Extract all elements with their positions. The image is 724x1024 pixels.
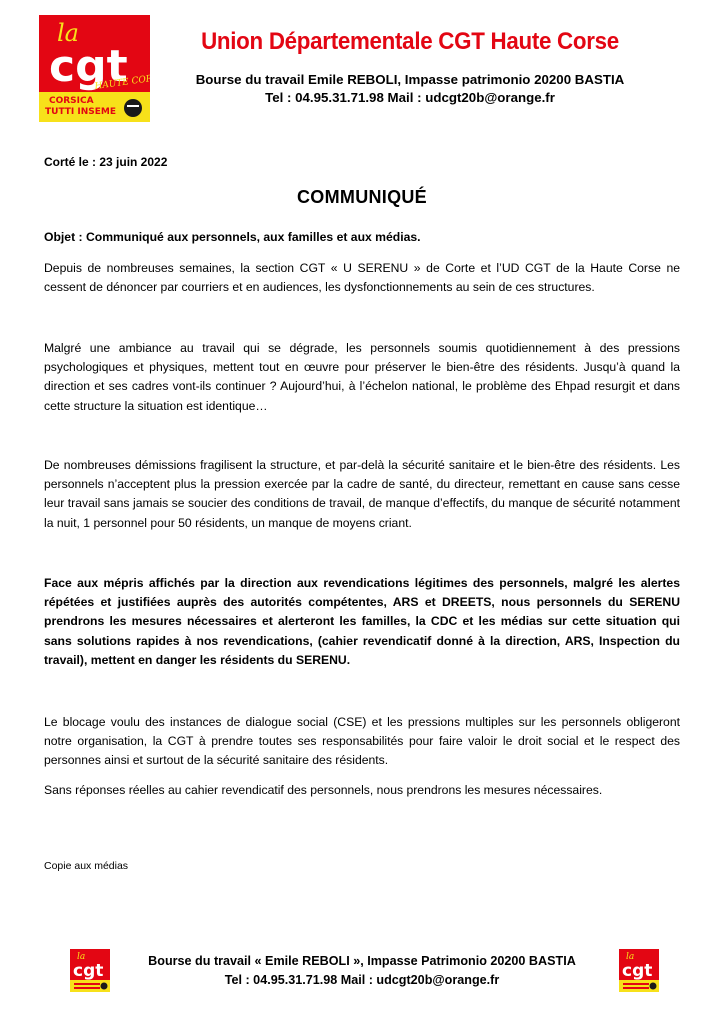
header-address: Bourse du travail Emile REBOLI, Impasse patrimonio 20200 BASTIA [195,72,625,87]
footer-logo-right-word: cgt [622,961,653,981]
footer-address: Bourse du travail « Emile REBOLI », Impasse Patrimonio 20200 BASTIA [148,954,576,968]
paragraph-3: De nombreuses démissions fragilisent la structure, et par-delà la sécurité sanitaire et le bien-être des résidents. Les personnels n’acceptent plus la pression exercée par la cadre de santé, du directeur, remettant en cause sans cesse leur travail sans jamais se soucier des conditions de travail, de manque d’effectifs, du manque de sécurité notamment la nuit, 1 personnel pour 50 résidents, un manque de moyens criant. [44,458,680,530]
logo-script-text: la [57,19,79,47]
letter-object: Objet : Communiqué aux personnels, aux familles et aux médias. [44,230,421,244]
footer-contact: Tel : 04.95.31.71.98 Mail : udcgt20b@orange.fr [224,973,500,987]
footer-logo-right-script: la [626,952,635,962]
footer-logo-right [619,949,659,992]
paragraph-4: Face aux mépris affichés par la direction aux revendications légitimes des personnels, malgré les alertes répétées et justifiées auprès des autorités compétentes, ARS et DREETS, nous personnels du SERENU prendrons les mesures nécessaires et alerteront les familles, la CDC et les médias sur cette situation qui sans solutions rapides à nos revendications, (cahier revendicatif donné à la direction, ARS, Inspection du travail), mettent en danger les résidents du SERENU. [44,576,680,667]
logo-region-text: HAUTE CORSE [94,72,150,92]
cgt-logo [39,15,150,122]
paragraph-1: Depuis de nombreuses semaines, la section CGT « U SERENU » de Corte et l’UD CGT de la Haute Corse ne cessent de dénoncer par courriers et en audiences, les dysfonctionnements au sein de ces structures. [44,261,680,295]
letter-heading: COMMUNIQUÉ [297,187,427,207]
logo-motto-1: CORSICA [49,96,94,106]
paragraph-5: Le blocage voulu des instances de dialogue social (CSE) et les pressions multiples sur les personnels obligeront notre organisation, la CGT à prendre toutes ses responsabilités pour faire valoir le droit social et le respect des personnes ainsi et surtout de la sécurité sanitaire des résidents. [44,715,680,768]
logo-motto-2: TUTTI INSEME [45,107,117,117]
logo-word: cgt [49,41,128,92]
letter-date: Corté le : 23 juin 2022 [44,155,168,169]
paragraph-6: Sans réponses réelles au cahier revendicatif des personnels, nous prendrons les mesures nécessaires. [44,783,603,797]
header-contact: Tel : 04.95.31.71.98 Mail : udcgt20b@orange.fr [265,90,555,105]
footer-logo-left-word: cgt [73,961,104,981]
copy-note: Copie aux médias [44,860,129,872]
paragraph-2: Malgré une ambiance au travail qui se dégrade, les personnels soumis quotidiennement à des pressions psychologiques et physiques, mettent tout en œuvre pour préserver le bien-être des résidents. Jusqu’à quand la direction et ses cadres vont-ils continuer ? Aujourd’hui, à l’échelon national, le problème des Ehpad resurgit et dans cette structure la situation est identique… [44,341,680,413]
org-title: Union Départementale CGT Haute Corse [201,28,619,55]
footer-logo-left-script: la [77,952,86,962]
